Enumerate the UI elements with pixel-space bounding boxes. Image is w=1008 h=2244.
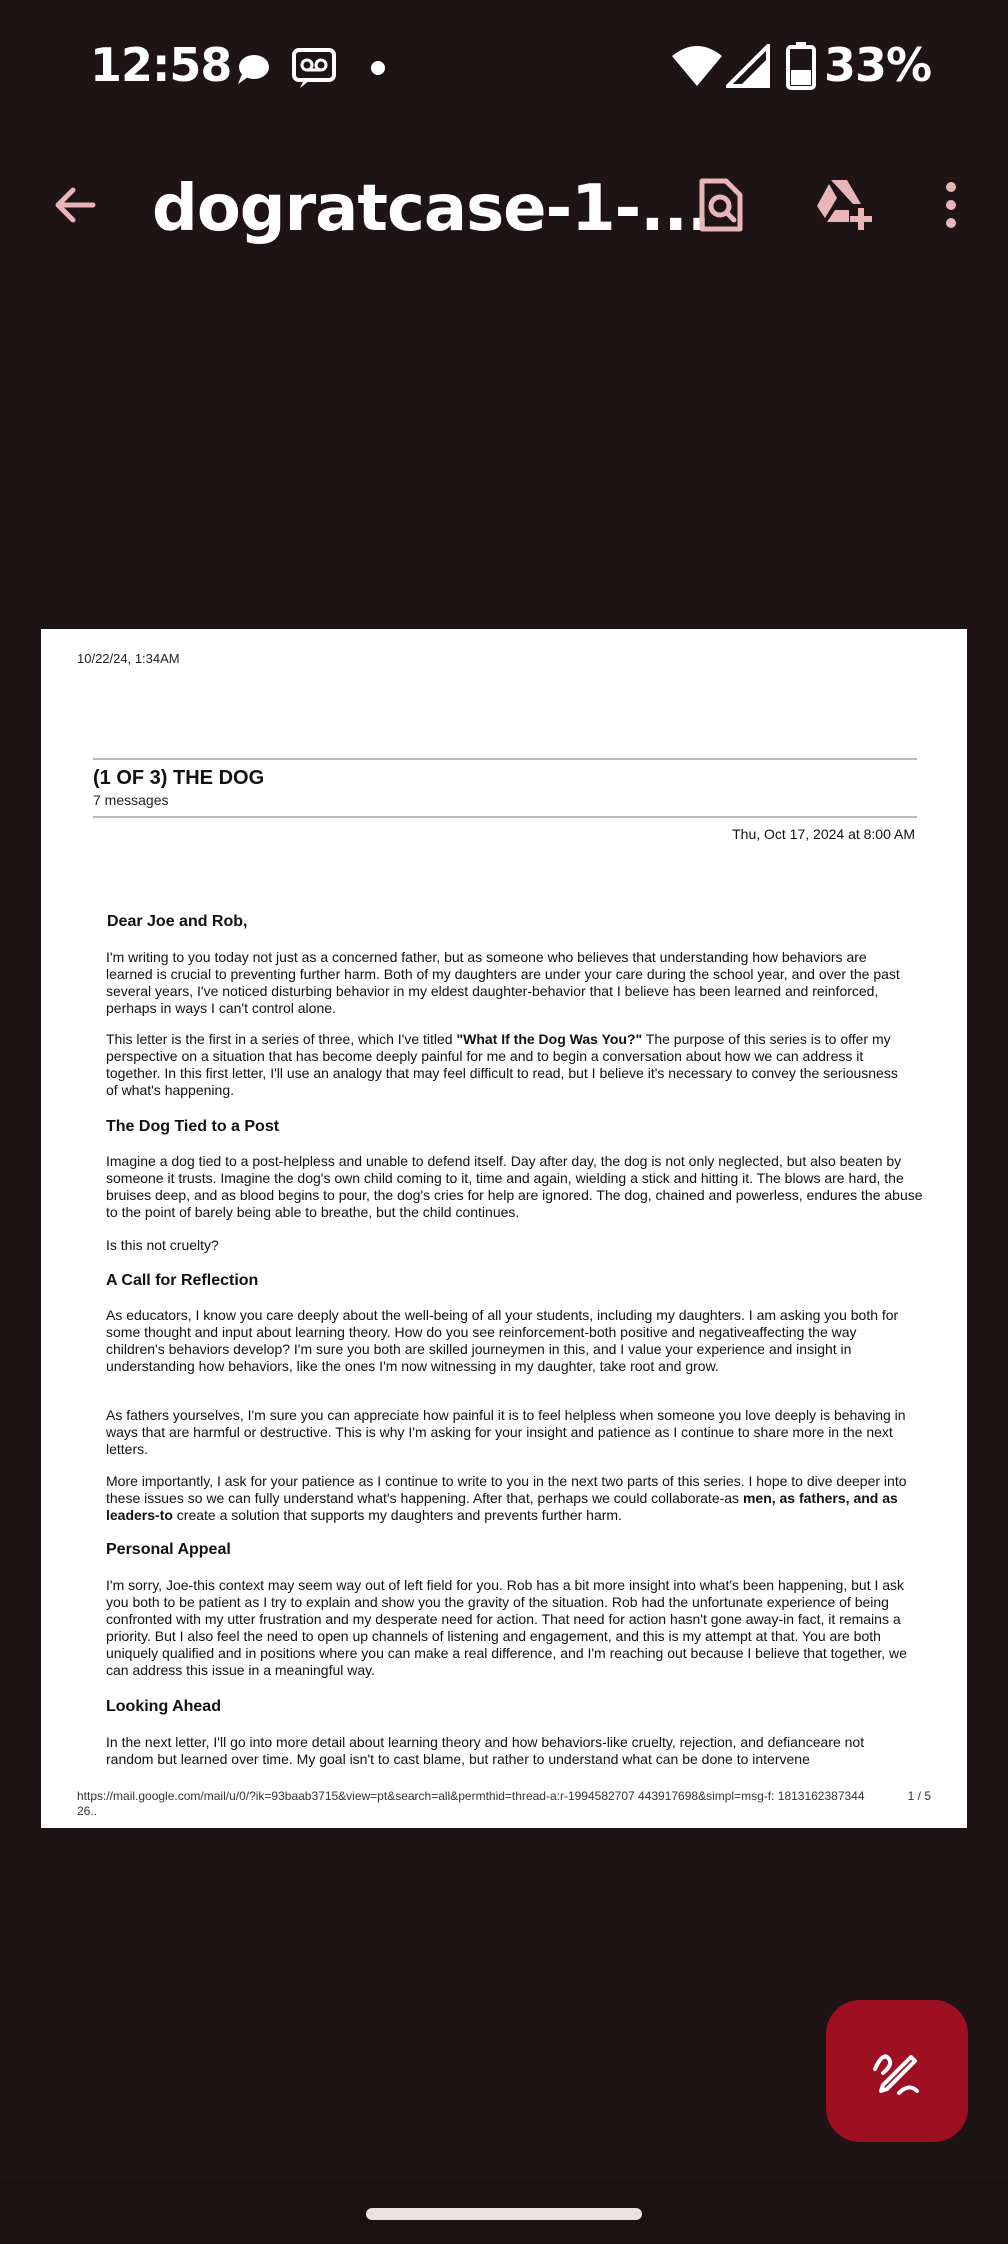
text-span: This letter is the first in a series of three, which I've titled	[106, 1031, 457, 1047]
email-subject: (1 OF 3) THE DOG	[93, 767, 265, 789]
pdf-page[interactable]	[41, 629, 967, 1828]
series-title: "What If the Dog Was You?"	[456, 1031, 643, 1047]
more-vert-icon	[941, 180, 961, 230]
status-time: 12:58	[90, 38, 232, 92]
paragraph: As fathers yourselves, I'm sure you can appreciate how painful it is to feel helpless when someone you love deeply is behaving in ways that are harmful or destructive. This is why I'm asking for your insight and patience as I continue to share more in the next letters.	[106, 1407, 906, 1457]
paragraph: Is this not cruelty?	[106, 1237, 219, 1253]
add-to-drive-button[interactable]	[808, 170, 878, 240]
page-indicator: 1 / 5	[907, 1789, 931, 1803]
paragraph: In the next letter, I'll go into more detail about learning theory and how behaviors-like cruelty, rejection, and defianceare not random but learned over time. My goal isn't to cast blame, but rather to understand what can be done to intervene	[106, 1734, 865, 1767]
divider	[93, 758, 917, 760]
message-count: 7 messages	[93, 792, 169, 808]
paragraph	[106, 1031, 906, 1099]
text-span: create a solution that supports my daughters and prevents further harm.	[172, 1507, 622, 1523]
section-heading: A Call for Reflection	[106, 1272, 259, 1289]
text-span: More importantly, I ask for your patience as I continue to write to you in the next two parts of this series. I hope to dive deeper into these issues so we can fully understand what's happening. After that, perhaps we could collaborate-as	[106, 1473, 907, 1506]
arrow-left-icon	[51, 181, 99, 229]
greeting: Dear Joe and Rob,	[107, 913, 248, 930]
document-title: dogratcase-1-...	[152, 172, 711, 246]
print-date: 10/22/24, 1:34AM	[77, 651, 180, 666]
more-options-button[interactable]	[916, 170, 986, 240]
section-heading: The Dog Tied to a Post	[106, 1118, 280, 1135]
wifi-icon	[670, 42, 724, 88]
dot-icon	[370, 60, 386, 76]
status-bar	[0, 0, 1008, 130]
paragraph: Imagine a dog tied to a post-helpless and unable to defend itself. Day after day, the dog is not only neglected, but also beaten by someone it trusts. Imagine the dog's own child coming to it, time and again, wielding a stick and hitting it. The blows are hard, the bruises deep, and as blood begins to pour, the dog's cries for help are ignored. The dog, chained and powerless, endures the abuse to the point of barely being able to breathe, but the child continues.	[106, 1153, 923, 1220]
section-heading: Looking Ahead	[106, 1698, 221, 1715]
footer-url: https://mail.google.com/mail/u/0/?ik=93baab3715&view=pt&search=all&permthid=thread-a:r-1994582707 443917698&simpl=msg-f: 181316238734426..	[77, 1789, 865, 1818]
app-bar	[0, 150, 1008, 260]
voicemail-icon	[290, 44, 338, 92]
paragraph: I'm sorry, Joe-this context may seem way out of left field for you. Rob has a bit more insight into what's been happening, but I ask you both to be patient as I try to explain and show you the gravity of the situation. Rob had the unfortunate experience of being confronted with my utter frustration and my desperate need for action. That need for action hasn't gone away-in fact, it remains a priority. But I also feel the need to open up channels of listening and engagement, and this is my attempt at that. You are both uniquely qualified and in positions where you can make a real difference, and I'm reaching out because I believe that together, we can address this issue in a meaningful way.	[106, 1577, 907, 1678]
home-indicator[interactable]	[366, 2208, 642, 2220]
add-to-drive-icon	[813, 178, 873, 232]
back-button[interactable]	[40, 170, 110, 240]
paragraph: I'm writing to you today not just as a concerned father, but as someone who believes that understanding how behaviors are learned is crucial to preventing further harm. Both of my daughters are under your care during the school year, and over the past several years, I've noticed disturbing behavior in my eldest daughter-behavior that I believe has been learned and reinforced, perhaps in ways I can't control alone.	[106, 949, 900, 1016]
search-document-button[interactable]	[686, 170, 756, 240]
section-heading: Personal Appeal	[106, 1541, 231, 1558]
chat-bubble-icon	[232, 50, 272, 90]
paragraph: As educators, I know you care deeply about the well-being of all your students, including my daughters. I am asking you both for some thought and input about learning theory. How do you see reinforcement-both positive and negativeaffecting the way children's behaviors develop? I'm sure you both are skilled journeymen in this, and I value your experience and insight in understanding how behaviors, like the ones I'm now witnessing in my daughter, take root and grow.	[106, 1307, 899, 1374]
text-span: The purpose of this series is to offer my perspective on a situation that has become deeply painful for me and to begin a conversation about how we can address it together. In this first letter, I'll use an analogy that may feel difficult to read, but I believe it's necessary to convey the seriousness of what's happening.	[106, 1031, 898, 1098]
divider	[93, 816, 917, 818]
message-date: Thu, Oct 17, 2024 at 8:00 AM	[732, 826, 915, 842]
battery-percent: 33%	[824, 38, 932, 92]
bold-phrase: men, as fathers, and as leaders-to	[106, 1490, 898, 1523]
paragraph	[106, 1473, 911, 1524]
cell-signal-icon	[726, 44, 770, 88]
edit-signature-icon	[869, 2043, 925, 2099]
battery-icon	[786, 42, 816, 90]
annotate-fab[interactable]	[826, 2000, 968, 2142]
search-document-icon	[696, 177, 746, 233]
